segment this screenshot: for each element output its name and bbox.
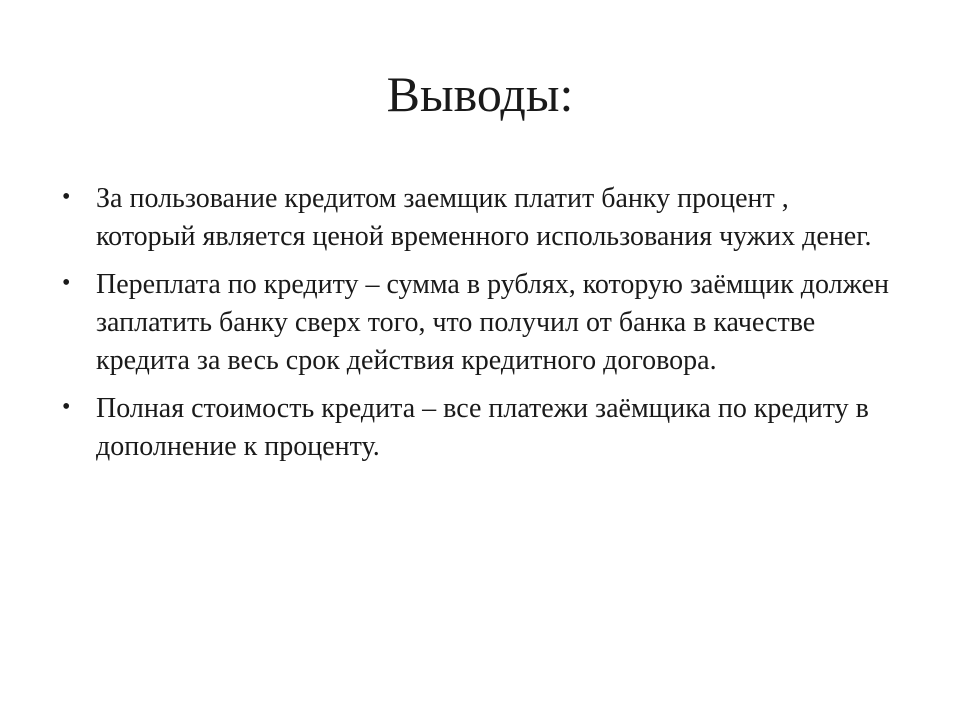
slide-title: Выводы: xyxy=(386,66,574,122)
bullet-text: За пользование кредитом заемщик платит банку процент , который является ценой временного использования чужих денег. xyxy=(96,183,872,252)
bullet-item xyxy=(62,180,892,256)
bullet-text: Полная стоимость кредита – все платежи заёмщика по кредиту в дополнение к проценту. xyxy=(96,393,869,462)
bullet-item xyxy=(62,266,892,380)
bullet-icon: • xyxy=(62,394,71,420)
bullet-icon: • xyxy=(62,184,71,210)
bullet-icon: • xyxy=(62,270,71,296)
bullet-text: Переплата по кредиту – сумма в рублях, которую заёмщик должен заплатить банку сверх того, что получил от банка в качестве кредита за весь срок действия кредитного договора. xyxy=(96,269,889,376)
bullet-list xyxy=(62,180,892,476)
bullet-item xyxy=(62,390,892,466)
